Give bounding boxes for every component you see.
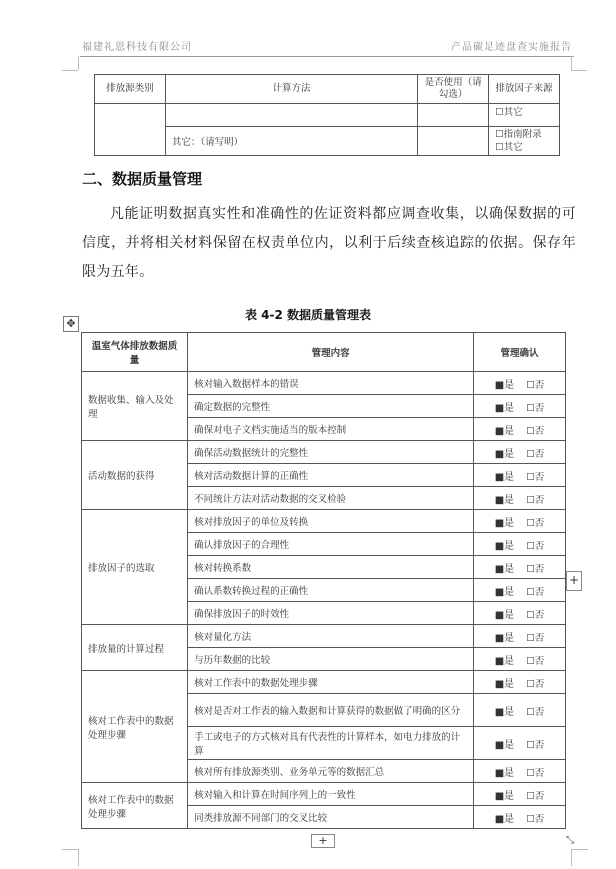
col-header: 排放因子来源 bbox=[489, 75, 560, 104]
add-row-button[interactable]: + bbox=[311, 834, 335, 848]
col-header: 管理确认 bbox=[474, 333, 566, 372]
quality-category: 排放量的计算过程 bbox=[82, 625, 188, 671]
no-checkbox[interactable]: ☐否 bbox=[526, 790, 545, 802]
source-option: ☐指南附录 bbox=[495, 129, 542, 140]
col-header: 排放源类别 bbox=[95, 75, 166, 104]
confirmation-cell bbox=[474, 727, 566, 760]
confirmation-cell bbox=[474, 579, 566, 602]
management-item: 与历年数据的比较 bbox=[188, 648, 474, 671]
management-item: 不同统计方法对活动数据的交叉检验 bbox=[188, 487, 474, 510]
header-rule bbox=[80, 56, 574, 57]
yes-checkbox[interactable]: ■是 bbox=[494, 402, 515, 414]
table-caption: 表 4-2 数据质量管理表 bbox=[244, 308, 372, 322]
yes-checkbox[interactable]: ■是 bbox=[494, 448, 515, 460]
confirmation-cell bbox=[474, 671, 566, 694]
yes-checkbox[interactable]: ■是 bbox=[494, 379, 515, 391]
table-cell bbox=[418, 127, 489, 156]
confirmation-cell bbox=[474, 441, 566, 464]
management-item: 确定数据的完整性 bbox=[188, 395, 474, 418]
confirmation-cell bbox=[474, 372, 566, 395]
yes-checkbox[interactable]: ■是 bbox=[494, 494, 515, 506]
confirmation-cell bbox=[474, 806, 566, 829]
col-header: 是否使用（请勾选） bbox=[418, 75, 489, 104]
confirmation-cell bbox=[474, 418, 566, 441]
management-item: 核对量化方法 bbox=[188, 625, 474, 648]
yes-checkbox[interactable]: ■是 bbox=[494, 739, 515, 751]
table-cell bbox=[489, 127, 560, 156]
no-checkbox[interactable]: ☐否 bbox=[526, 767, 545, 779]
table-row bbox=[82, 783, 566, 806]
confirmation-cell bbox=[474, 395, 566, 418]
header-company: 福建礼恩科技有限公司 bbox=[82, 42, 192, 53]
no-checkbox[interactable]: ☐否 bbox=[526, 540, 545, 552]
management-item: 核对活动数据计算的正确性 bbox=[188, 464, 474, 487]
quality-category: 数据收集、输入及处理 bbox=[82, 372, 188, 441]
no-checkbox[interactable]: ☐否 bbox=[526, 706, 545, 718]
quality-category: 核对工作表中的数据处理步骤 bbox=[82, 671, 188, 783]
yes-checkbox[interactable]: ■是 bbox=[494, 540, 515, 552]
table-cell: ☐其它 bbox=[489, 104, 560, 127]
management-item: 核对输入和计算在时间序列上的一致性 bbox=[188, 783, 474, 806]
confirmation-cell bbox=[474, 625, 566, 648]
no-checkbox[interactable]: ☐否 bbox=[526, 402, 545, 414]
no-checkbox[interactable]: ☐否 bbox=[526, 563, 545, 575]
confirmation-cell bbox=[474, 602, 566, 625]
crop-mark bbox=[571, 56, 588, 70]
confirmation-cell bbox=[474, 464, 566, 487]
yes-checkbox[interactable]: ■是 bbox=[494, 813, 515, 825]
table-resize-icon[interactable]: ⤡ bbox=[566, 835, 574, 846]
section-paragraph: 凡能证明数据真实性和准确性的佐证资料都应调查收集，以确保数据的可信度，并将相关材料保留在权责单位内，以利于后续查核追踪的依据。保存年限为五年。 bbox=[82, 206, 576, 280]
confirmation-cell bbox=[474, 556, 566, 579]
management-item: 核对转换系数 bbox=[188, 556, 474, 579]
management-item: 手工或电子的方式核对具有代表性的计算样本，如电力排放的计算 bbox=[188, 727, 474, 760]
quality-category: 核对工作表中的数据处理步骤 bbox=[82, 783, 188, 829]
col-header: 计算方法 bbox=[165, 75, 417, 104]
yes-checkbox[interactable]: ■是 bbox=[494, 609, 515, 621]
yes-checkbox[interactable]: ■是 bbox=[494, 678, 515, 690]
col-header: 管理内容 bbox=[188, 333, 474, 372]
table-row bbox=[95, 104, 560, 127]
quality-category: 活动数据的获得 bbox=[82, 441, 188, 510]
table-row bbox=[82, 671, 566, 694]
no-checkbox[interactable]: ☐否 bbox=[526, 586, 545, 598]
crop-mark bbox=[571, 70, 587, 71]
management-item: 同类排放源不同部门的交叉比较 bbox=[188, 806, 474, 829]
yes-checkbox[interactable]: ■是 bbox=[494, 471, 515, 483]
no-checkbox[interactable]: ☐否 bbox=[526, 425, 545, 437]
table-cell bbox=[95, 104, 166, 156]
add-column-button[interactable]: + bbox=[566, 571, 582, 591]
no-checkbox[interactable]: ☐否 bbox=[526, 494, 545, 506]
emission-source-table bbox=[94, 74, 560, 156]
crop-mark bbox=[62, 849, 79, 866]
section-title: 二、数据质量管理 bbox=[82, 170, 203, 188]
confirmation-cell bbox=[474, 783, 566, 806]
table-row bbox=[82, 625, 566, 648]
management-item: 确保对电子文档实施适当的版本控制 bbox=[188, 418, 474, 441]
col-header: 温室气体排放数据质量 bbox=[82, 333, 188, 372]
no-checkbox[interactable]: ☐否 bbox=[526, 517, 545, 529]
yes-checkbox[interactable]: ■是 bbox=[494, 767, 515, 779]
no-checkbox[interactable]: ☐否 bbox=[526, 813, 545, 825]
confirmation-cell bbox=[474, 694, 566, 727]
table-row bbox=[82, 441, 566, 464]
table-row bbox=[82, 372, 566, 395]
table-cell bbox=[165, 104, 417, 127]
management-item: 核对工作表中的数据处理步骤 bbox=[188, 671, 474, 694]
no-checkbox[interactable]: ☐否 bbox=[526, 632, 545, 644]
no-checkbox[interactable]: ☐否 bbox=[526, 678, 545, 690]
table-cell: 其它：（请写明） bbox=[165, 127, 417, 156]
source-option: ☐其它 bbox=[495, 142, 523, 153]
management-item: 确保活动数据统计的完整性 bbox=[188, 441, 474, 464]
yes-checkbox[interactable]: ■是 bbox=[494, 586, 515, 598]
management-item: 确认排放因子的合理性 bbox=[188, 533, 474, 556]
management-item: 确保排放因子的时效性 bbox=[188, 602, 474, 625]
management-item: 核对排放因子的单位及转换 bbox=[188, 510, 474, 533]
no-checkbox[interactable]: ☐否 bbox=[526, 471, 545, 483]
yes-checkbox[interactable]: ■是 bbox=[494, 425, 515, 437]
crop-mark bbox=[62, 70, 78, 71]
yes-checkbox[interactable]: ■是 bbox=[494, 517, 515, 529]
confirmation-cell bbox=[474, 533, 566, 556]
yes-checkbox[interactable]: ■是 bbox=[494, 632, 515, 644]
data-quality-table bbox=[81, 332, 566, 829]
no-checkbox[interactable]: ☐否 bbox=[526, 379, 545, 391]
management-item: 确认系数转换过程的正确性 bbox=[188, 579, 474, 602]
management-item: 核对所有排放源类别、业务单元等的数据汇总 bbox=[188, 760, 474, 783]
no-checkbox[interactable]: ☐否 bbox=[526, 655, 545, 667]
yes-checkbox[interactable]: ■是 bbox=[494, 655, 515, 667]
confirmation-cell bbox=[474, 648, 566, 671]
yes-checkbox[interactable]: ■是 bbox=[494, 563, 515, 575]
no-checkbox[interactable]: ☐否 bbox=[526, 609, 545, 621]
table-move-handle-icon[interactable]: ✥ bbox=[63, 316, 79, 332]
table-cell bbox=[418, 104, 489, 127]
yes-checkbox[interactable]: ■是 bbox=[494, 790, 515, 802]
management-item: 核对输入数据样本的错误 bbox=[188, 372, 474, 395]
confirmation-cell bbox=[474, 760, 566, 783]
crop-mark bbox=[62, 56, 79, 70]
confirmation-cell bbox=[474, 510, 566, 533]
table-row bbox=[82, 510, 566, 533]
quality-category: 排放因子的选取 bbox=[82, 510, 188, 625]
crop-mark bbox=[571, 849, 588, 866]
management-item: 核对是否对工作表的输入数据和计算获得的数据做了明确的区分 bbox=[188, 694, 474, 727]
confirmation-cell bbox=[474, 487, 566, 510]
no-checkbox[interactable]: ☐否 bbox=[526, 448, 545, 460]
no-checkbox[interactable]: ☐否 bbox=[526, 739, 545, 751]
yes-checkbox[interactable]: ■是 bbox=[494, 706, 515, 718]
header-report-title: 产品碳足迹盘查实施报告 bbox=[451, 42, 572, 53]
